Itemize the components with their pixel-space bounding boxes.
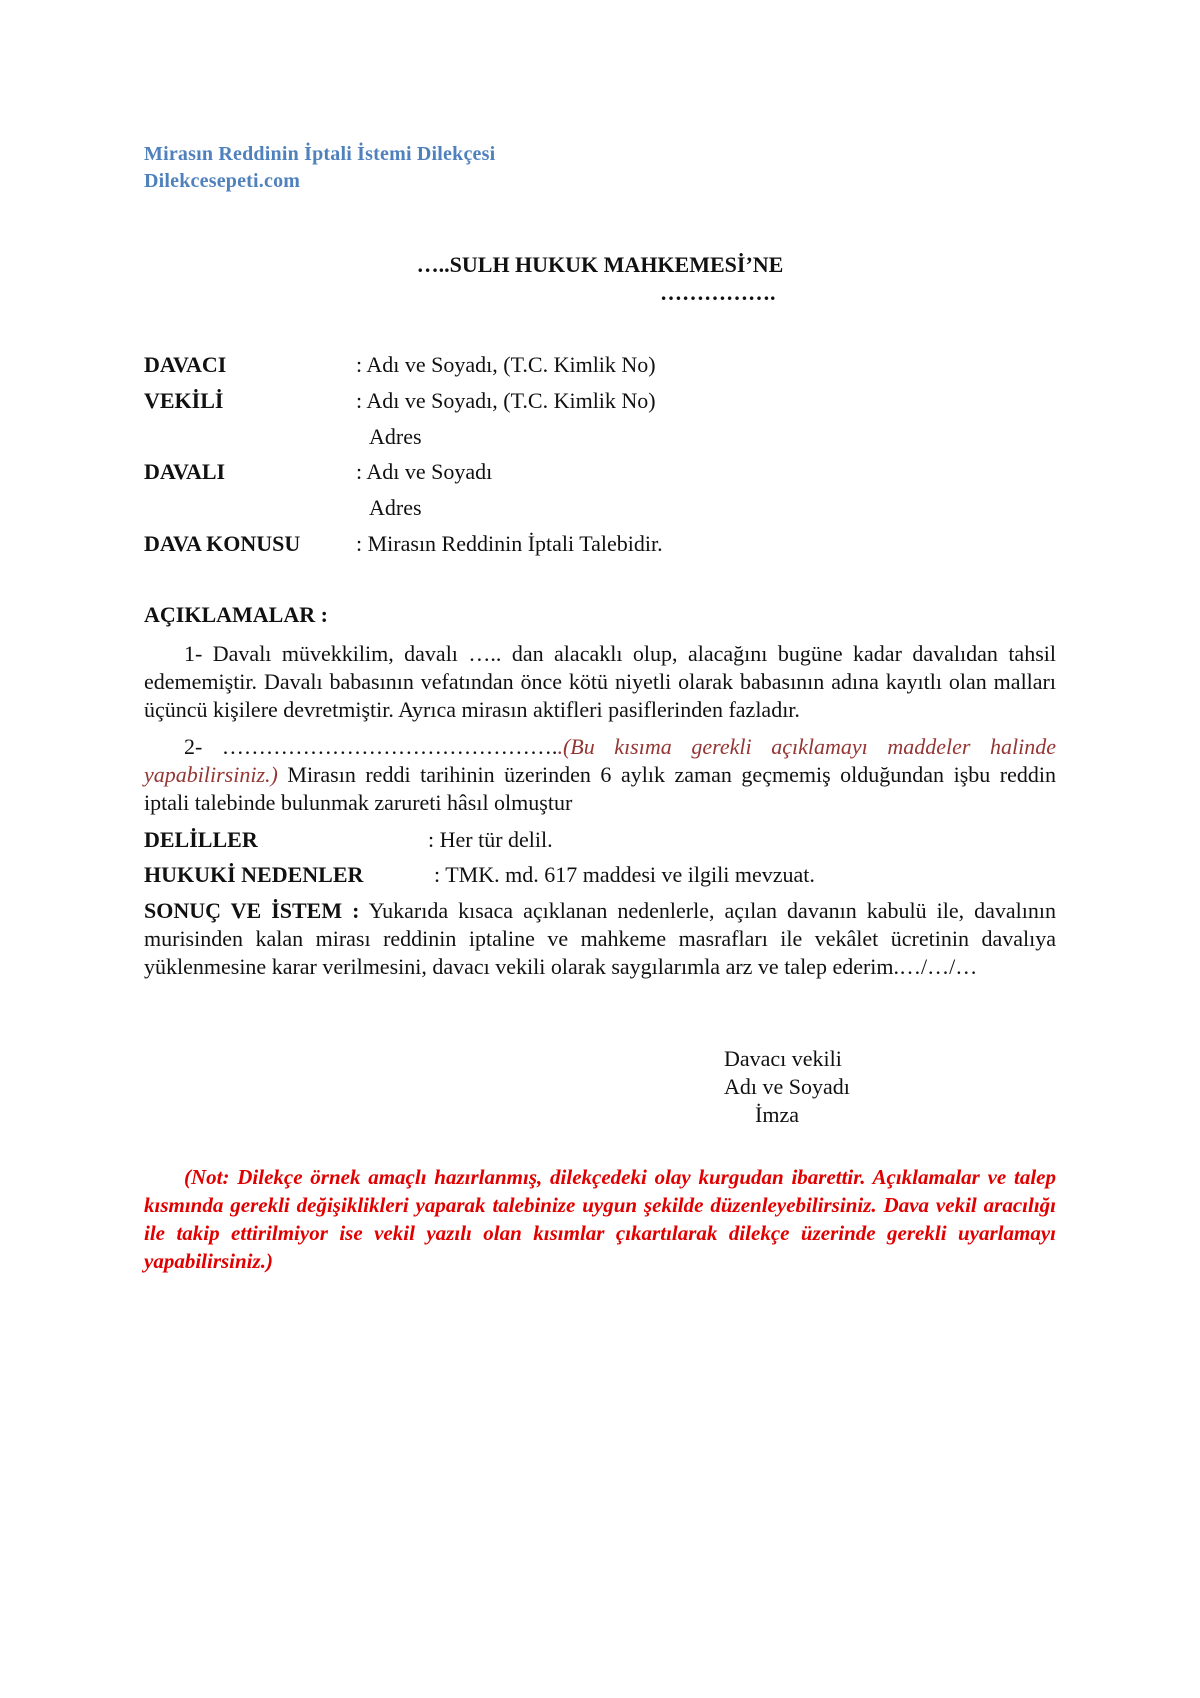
explanation-item-2-hint: .(Bu kısıma gerekli açıklamayı maddeler halinde yapabilirsiniz.) bbox=[144, 734, 1056, 787]
legal-value: : TMK. md. 617 maddesi ve ilgili mevzuat. bbox=[434, 862, 815, 887]
davali-value: : Adı ve Soyadı bbox=[356, 459, 493, 484]
explanation-item-1-text: 1- Davalı müvekkilim, davalı ….. dan alacaklı olup, alacağını bugüne kadar davalıdan tahsil edememiştir. Davalı babasının vefatından önce kötü niyetli olarak babasının adına kayıtlı olan malları üçüncü kişilere devretmiştir. Ayrıca mirasın aktifleri pasiflerinden fazladır. bbox=[144, 641, 1056, 722]
court-dots: ……………. bbox=[660, 280, 776, 305]
signature-line-2: Adı ve Soyadı bbox=[724, 1074, 850, 1099]
disclaimer-note bbox=[144, 1163, 1056, 1275]
vekil-address: Adres bbox=[369, 424, 422, 449]
davali-address: Adres bbox=[369, 495, 422, 520]
evidence-value: : Her tür delil. bbox=[428, 827, 553, 852]
explanations-title: AÇIKLAMALAR : bbox=[144, 602, 328, 627]
disclaimer-note-text: (Not: Dilekçe örnek amaçlı hazırlanmış, dilekçedeki olay kurgudan ibarettir. Açıklamalar ve talep kısmında gerekli değişiklikleri yaparak talebinize uygun şekilde düzenleyebilirsiniz. Dava vekil aracılığı ile takip ettirilmiyor ise vekil yazılı olan kısımlar çıkartılarak dilekçe üzerinde gerekli uyarlamayı yapabilirsiniz.) bbox=[144, 1165, 1056, 1273]
vekil-value: : Adı ve Soyadı, (T.C. Kimlik No) bbox=[356, 388, 656, 413]
explanation-item-2-text: Mirasın reddi tarihinin üzerinden 6 aylık zaman geçmemiş olduğundan işbu reddin iptali talebinde bulunmak zarureti hâsıl olmuştur bbox=[144, 762, 1056, 815]
signature-line-3: İmza bbox=[755, 1102, 799, 1127]
davali-label: DAVALI bbox=[144, 459, 226, 484]
result-label: SONUÇ VE İSTEM : bbox=[144, 898, 360, 923]
konu-label: DAVA KONUSU bbox=[144, 531, 301, 556]
explanation-item-2 bbox=[144, 733, 1056, 817]
davaci-label: DAVACI bbox=[144, 352, 227, 377]
site-name: Dilekcesepeti.com bbox=[144, 170, 301, 192]
konu-value: : Mirasın Reddinin İptali Talebidir. bbox=[356, 531, 663, 556]
result-paragraph bbox=[144, 897, 1056, 981]
vekil-label: VEKİLİ bbox=[144, 388, 224, 413]
evidence-label: DELİLLER bbox=[144, 827, 258, 852]
explanation-item-1 bbox=[144, 640, 1056, 724]
signature-line-1: Davacı vekili bbox=[724, 1046, 842, 1071]
explanation-item-2-prefix: 2- ………………………………………. bbox=[184, 734, 558, 759]
davaci-value: : Adı ve Soyadı, (T.C. Kimlik No) bbox=[356, 352, 656, 377]
legal-label: HUKUKİ NEDENLER bbox=[144, 862, 364, 887]
court-name: …..SULH HUKUK MAHKEMESİ’NE bbox=[416, 252, 784, 277]
result-text: Yukarıda kısaca açıklanan nedenlerle, açılan davanın kabulü ile, davalının murisinden kalan mirası reddinin iptaline ve mahkeme masrafları ile vekâlet ücretinin davalıya yüklenmesine karar verilmesini, davacı vekili olarak saygılarımla arz ve talep ederim.…/…/… bbox=[144, 898, 1056, 979]
document-title: Mirasın Reddinin İptali İstemi Dilekçesi bbox=[144, 143, 496, 165]
